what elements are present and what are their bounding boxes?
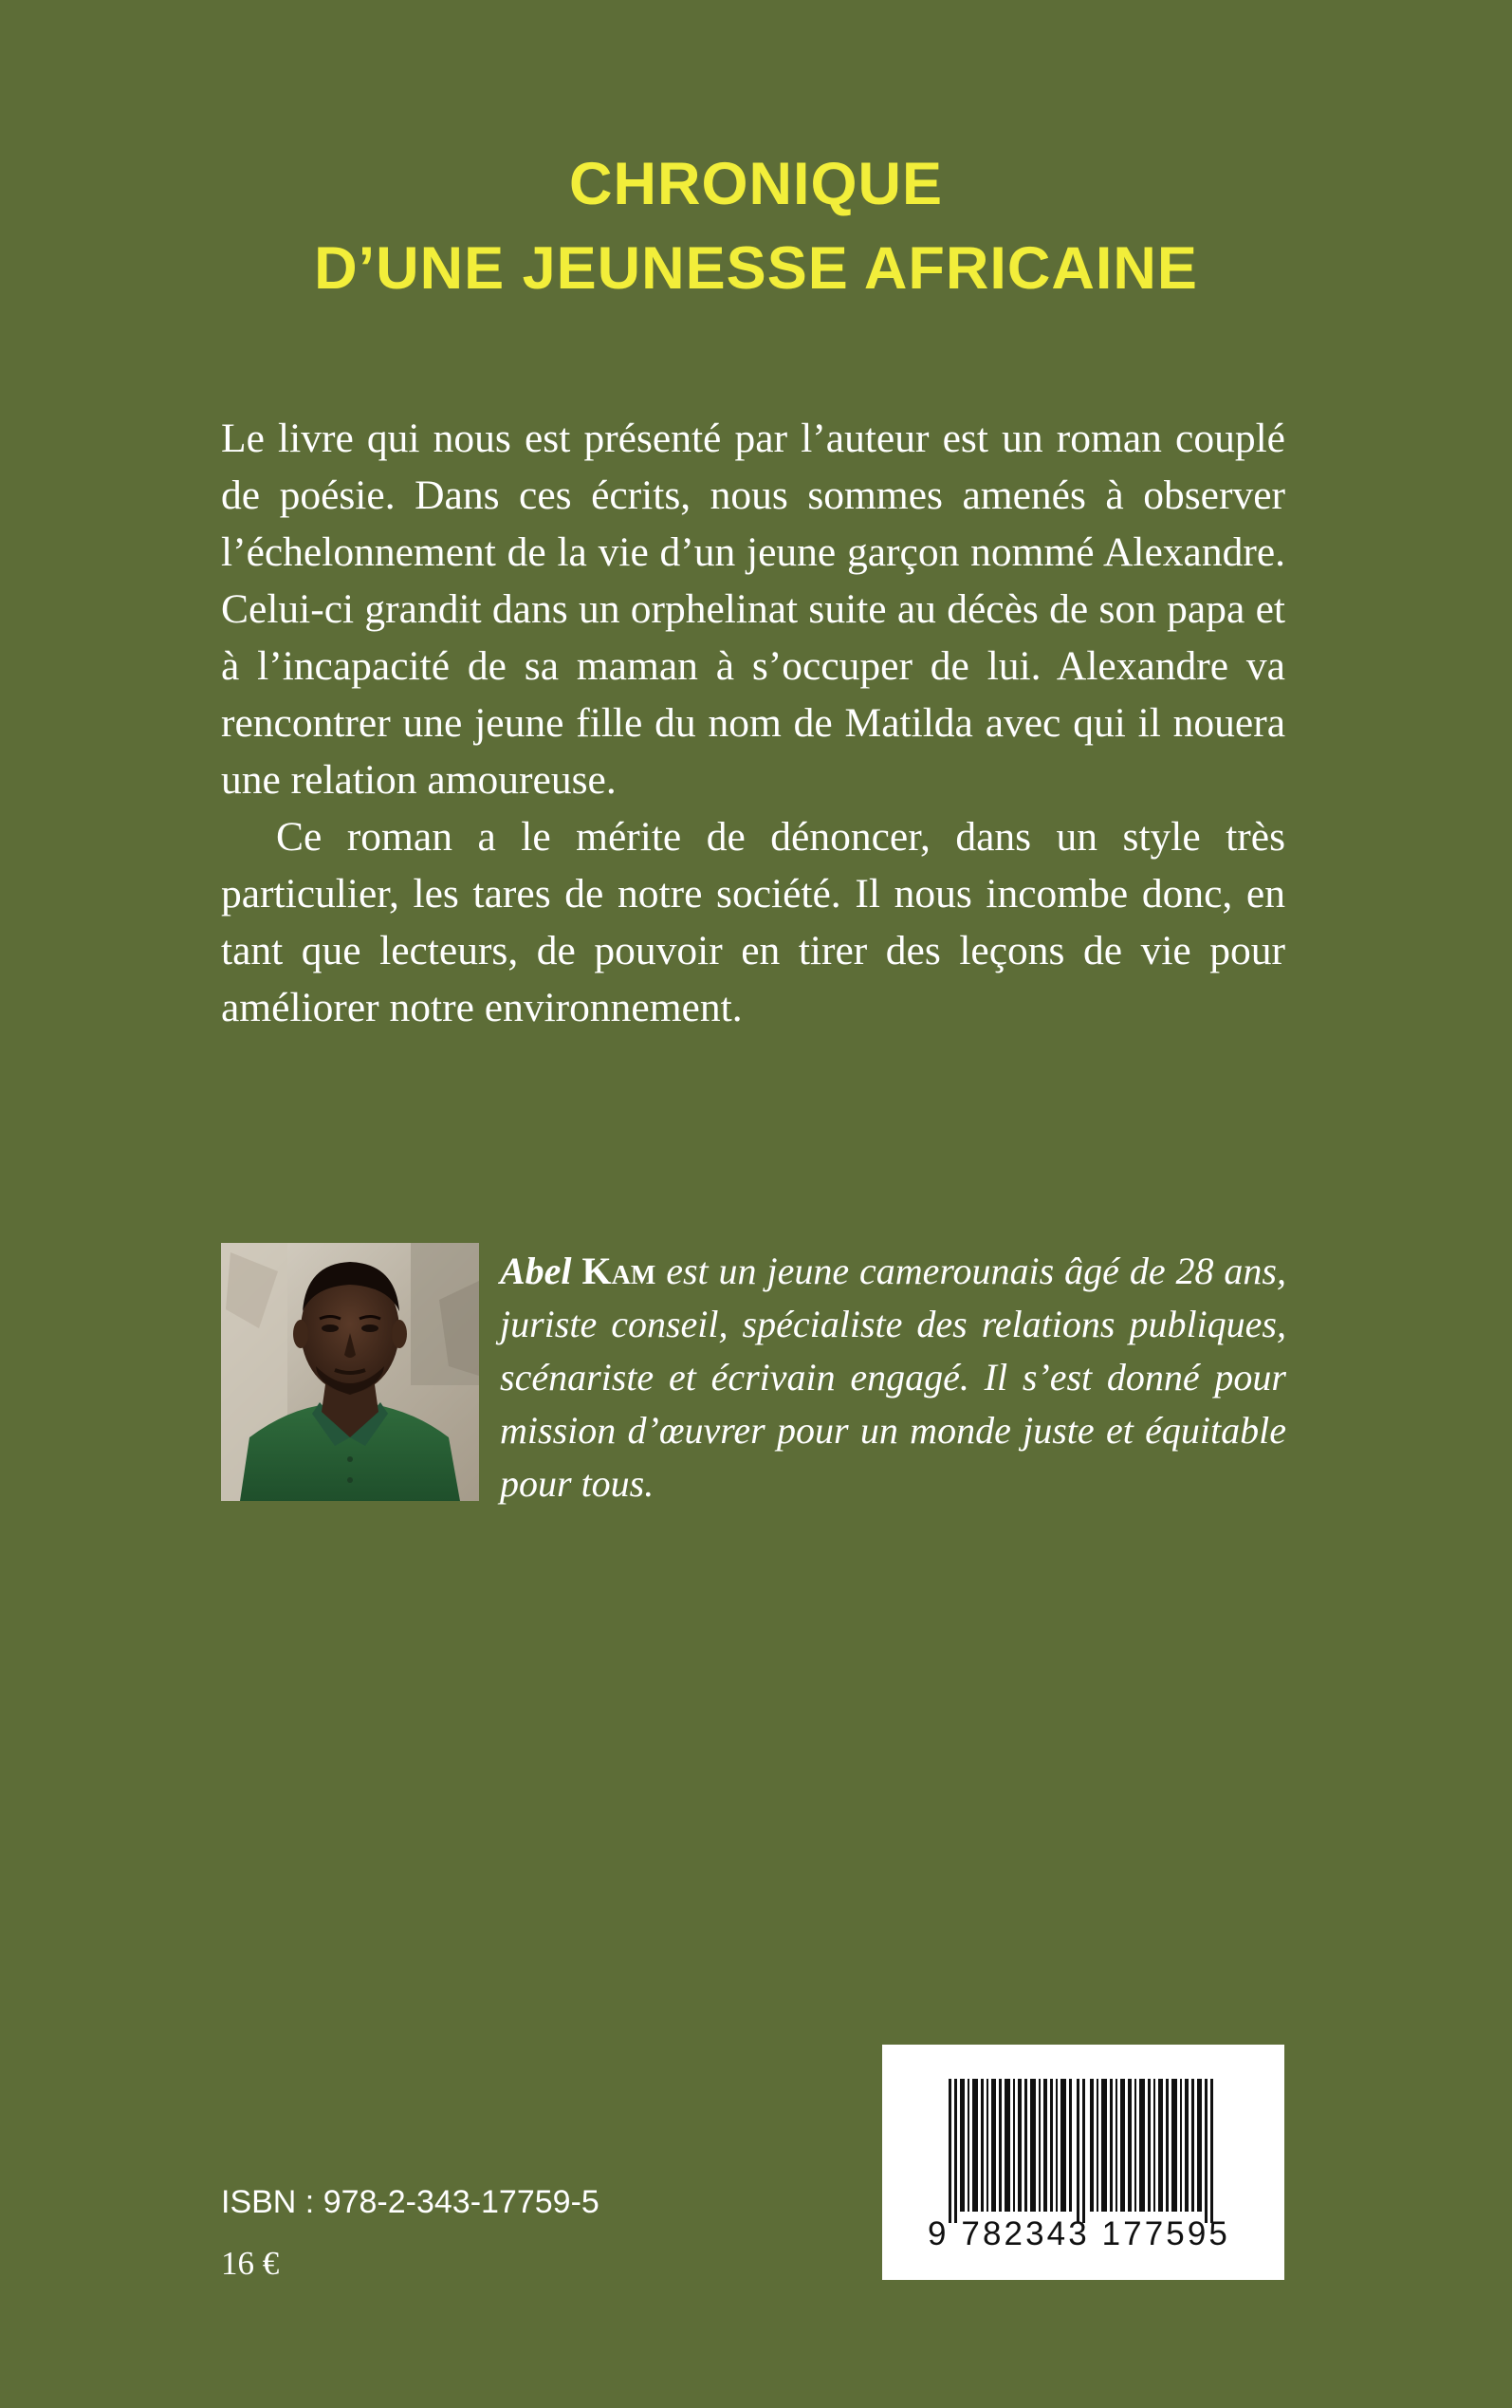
summary-text (221, 410, 1285, 1036)
book-title-line-2: D’UNE JEUNESSE AFRICAINE (314, 235, 1198, 302)
author-portrait-image (221, 1243, 479, 1501)
author-first-name: Abel (500, 1250, 572, 1292)
price-label: 16 € (221, 2245, 280, 2282)
barcode-digits: 9 782343 177595 (928, 2215, 1230, 2252)
author-last-name: Kam (581, 1250, 656, 1292)
author-bio-text: est un jeune camerounais âgé de 28 ans, juriste conseil, spécialiste des relations publiques, scénariste et écrivain engagé. Il s’est donné pour mission d’œuvrer pour un monde juste et équitable pour tous. (500, 1250, 1286, 1505)
barcode (882, 2045, 1284, 2280)
isbn-label: ISBN : 978-2-343-17759-5 (221, 2184, 599, 2220)
author-photo (221, 1243, 479, 1501)
summary-paragraph-2: Ce roman a le mérite de dénoncer, dans un style très particulier, les tares de notre société. Il nous incombe donc, en tant que lecteurs, de pouvoir en tirer des leçons de vie pour améliorer notre environnement. (221, 814, 1285, 1030)
book-title-line-1: CHRONIQUE (568, 151, 943, 217)
summary-paragraph-1: Le livre qui nous est présenté par l’auteur est un roman couplé de poésie. Dans ces écrits, nous sommes amenés à observer l’échelonnement de la vie d’un jeune garçon nommé Alexandre. Celui-ci grandit dans un orphelinat suite au décès de son papa et à l’incapacité de sa maman à s’occuper de lui. Alexandre va rencontrer une jeune fille du nom de Matilda avec qui il nouera une relation amoureuse. (221, 416, 1285, 803)
author-bio (500, 1245, 1286, 1510)
